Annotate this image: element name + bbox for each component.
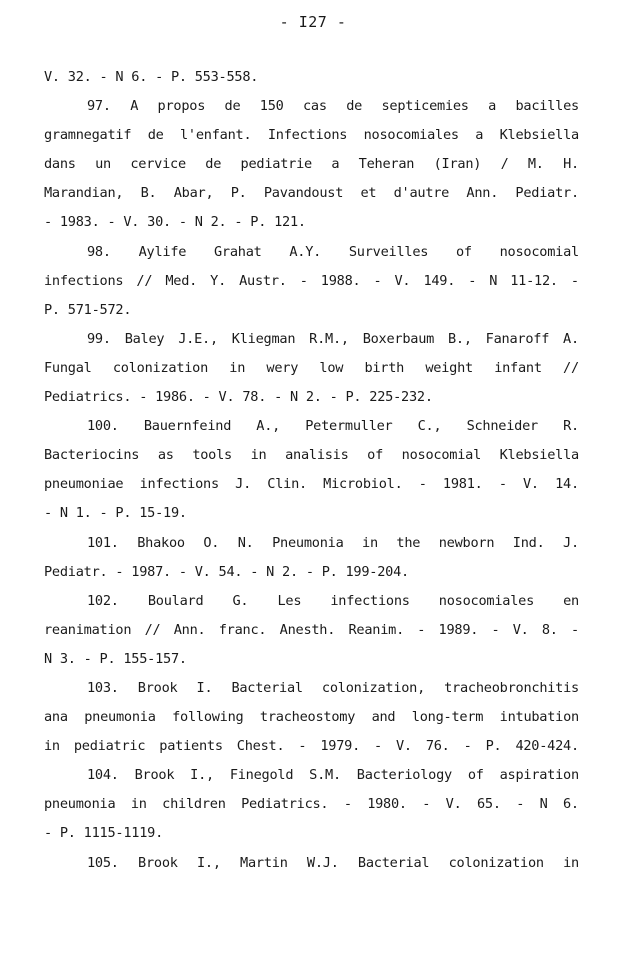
word: cas	[303, 98, 327, 115]
text-line: - P. 1115-1119.	[44, 825, 164, 842]
word: -	[468, 272, 477, 289]
word: V.	[445, 796, 462, 813]
word: Pediatr.	[515, 185, 579, 202]
word: Boxerbaum	[362, 330, 435, 347]
word: Kliegman	[231, 330, 296, 347]
word: 1979.	[320, 738, 360, 755]
word: pneumonia	[84, 709, 156, 726]
word: A	[130, 98, 139, 115]
word: 65.	[476, 796, 501, 813]
text-line	[44, 533, 579, 562]
word: Pavandoust	[263, 185, 344, 202]
word: Bacteriology	[356, 767, 452, 784]
text-line	[44, 853, 579, 882]
word: -	[298, 738, 307, 755]
word: 76.	[425, 738, 450, 755]
word: Aylife	[138, 243, 187, 260]
word: -	[463, 738, 472, 755]
word: 149.	[423, 272, 456, 289]
word: V.	[395, 738, 412, 755]
word: Fanaroff	[485, 330, 550, 347]
word: de	[224, 98, 241, 115]
word: Reanim.	[348, 621, 405, 638]
word: newborn	[438, 534, 495, 551]
word: low	[319, 359, 344, 376]
word: Klebsiella	[499, 447, 579, 464]
word: Y.	[210, 272, 227, 289]
word: 99.	[87, 330, 111, 347]
word: N	[489, 272, 498, 289]
word: de	[205, 156, 222, 173]
word: children	[162, 796, 226, 813]
word: S.M.	[309, 767, 341, 784]
word: bacilles	[515, 98, 579, 115]
word: colonization	[448, 854, 544, 871]
word: de	[346, 98, 363, 115]
word: -	[418, 476, 427, 493]
word: Ind.	[512, 534, 545, 551]
word: in	[229, 359, 246, 376]
text-line: Pediatr. - 1987. - V. 54. - N 2. - P. 199-204.	[44, 563, 409, 580]
word: tools	[192, 447, 232, 464]
word: H.	[563, 156, 579, 173]
word: as	[157, 447, 174, 464]
word: 1988.	[320, 272, 361, 289]
word: 100.	[87, 418, 119, 435]
text-line: - N 1. - P. 15-19.	[44, 505, 187, 522]
word: -	[374, 738, 382, 755]
text-line	[44, 358, 579, 387]
word: Marandian,	[44, 185, 124, 202]
word: -	[299, 272, 308, 289]
word: cervice	[130, 156, 186, 173]
word: following	[172, 709, 244, 726]
text-line	[44, 329, 579, 358]
word: 98.	[87, 243, 111, 260]
word: infections	[139, 476, 219, 493]
word: 103.	[87, 679, 119, 696]
word: Ann.	[466, 185, 499, 202]
word: nosocomiales	[363, 127, 459, 144]
text-line: Pediatrics. - 1986. - V. 78. - N 2. - P. 225-232.	[44, 389, 433, 406]
word: nosocomiales	[438, 592, 535, 609]
word: 11-12.	[510, 272, 558, 289]
word: Brook	[138, 854, 178, 871]
word: Martin	[240, 854, 288, 871]
word: 97.	[87, 98, 111, 115]
word: nosocomial	[401, 447, 481, 464]
word: long-term	[411, 709, 484, 726]
word: O.	[203, 534, 220, 551]
word: dans	[44, 156, 76, 173]
word: Fungal	[44, 359, 92, 376]
word: N.	[237, 534, 254, 551]
word: Med.	[165, 272, 198, 289]
word: Brook	[137, 679, 178, 696]
word: Bacterial	[357, 854, 430, 871]
word: tracheobronchitis	[444, 679, 579, 696]
text-line	[44, 242, 579, 271]
word: M.	[527, 156, 544, 173]
reference-list	[44, 67, 579, 882]
word: propos	[157, 98, 206, 115]
word: wery	[266, 359, 299, 376]
word: V.	[394, 272, 411, 289]
text-line	[44, 620, 579, 649]
word: infant	[494, 359, 542, 376]
word: pneumonia	[44, 796, 116, 813]
word: d'autre	[393, 185, 450, 202]
text-line: - 1983. - V. 30. - N 2. - P. 121.	[44, 214, 306, 231]
word: Abar,	[173, 185, 214, 202]
word: of	[455, 243, 472, 260]
word: aspiration	[499, 767, 579, 784]
word: Microbiol.	[323, 476, 403, 493]
word: 1980.	[367, 796, 407, 813]
word: Clin.	[267, 476, 307, 493]
word: 14.	[555, 476, 579, 493]
word: in	[130, 796, 147, 813]
word: septicemies	[381, 98, 469, 115]
word: -	[491, 621, 500, 638]
word: Baley	[124, 330, 165, 347]
word: Teheran	[358, 156, 415, 173]
text-line	[44, 183, 579, 212]
word: in	[563, 854, 579, 871]
word: en	[563, 592, 579, 609]
text-line	[44, 765, 579, 794]
word: the	[396, 534, 421, 551]
text-line	[44, 445, 579, 474]
page-number: - I27 -	[279, 13, 347, 31]
word: Anesth.	[279, 621, 336, 638]
word: infections	[330, 592, 410, 609]
word: -	[571, 621, 579, 638]
word: 105.	[87, 854, 119, 871]
word: Petermuller	[305, 418, 393, 435]
text-line	[44, 794, 579, 823]
word: Bauernfeind	[143, 418, 232, 435]
word: pediatrie	[240, 156, 312, 173]
word: a	[475, 127, 484, 144]
text-line	[44, 416, 579, 445]
word: Klebsiella	[499, 127, 579, 144]
word: a	[488, 98, 497, 115]
word: tracheostomy	[259, 709, 356, 726]
word: 6.	[562, 796, 579, 813]
word: Surveilles	[348, 243, 429, 260]
word: J.	[235, 476, 252, 493]
word: Brook	[134, 767, 175, 784]
word: patients	[159, 738, 223, 755]
word: V.	[523, 476, 539, 493]
word: //	[563, 359, 579, 376]
word: J.E.,	[178, 330, 218, 347]
word: Chest.	[236, 738, 285, 755]
word: P.	[485, 738, 502, 755]
word: 101.	[87, 534, 119, 551]
word: /	[500, 156, 509, 173]
word: weight	[425, 359, 473, 376]
word: I.,	[190, 767, 214, 784]
word: intubation	[499, 709, 579, 726]
word: -	[422, 796, 431, 813]
text-line	[44, 707, 579, 736]
word: Infections	[267, 127, 348, 144]
word: l'enfant.	[180, 127, 252, 144]
text-line: P. 571-572.	[44, 301, 132, 318]
word: a	[331, 156, 340, 173]
word: G.	[232, 592, 249, 609]
word: 150	[259, 98, 284, 115]
word: -	[516, 796, 525, 813]
word: infections	[44, 272, 124, 289]
word: ana	[44, 709, 68, 726]
word: pneumoniae	[44, 476, 124, 493]
word: Pediatrics.	[241, 796, 329, 813]
text-line	[44, 154, 579, 183]
text-line: N 3. - P. 155-157.	[44, 650, 187, 667]
word: un	[95, 156, 111, 173]
text-line: V. 32. - N 6. - P. 553-558.	[44, 69, 259, 85]
word: pediatric	[73, 738, 146, 755]
word: -	[343, 796, 352, 813]
text-line	[44, 271, 579, 300]
word: Boulard	[147, 592, 204, 609]
word: A.Y.	[289, 243, 322, 260]
word: de	[147, 127, 164, 144]
word: Bhakoo	[137, 534, 185, 551]
word: -	[417, 621, 426, 638]
word: Grahat	[213, 243, 262, 260]
word: B.,	[447, 330, 472, 347]
word: -	[570, 272, 579, 289]
word: J.	[563, 534, 579, 551]
word: //	[144, 621, 161, 638]
word: A.	[563, 330, 579, 347]
word: Austr.	[239, 272, 287, 289]
text-line	[44, 96, 579, 125]
word: Schneider	[466, 418, 538, 435]
word: C.,	[417, 418, 442, 435]
word: B.	[140, 185, 157, 202]
word: colonization,	[321, 679, 426, 696]
word: Pneumonia	[272, 534, 344, 551]
word: W.J.	[306, 854, 339, 871]
word: I.,	[196, 854, 221, 871]
word: (Iran)	[433, 156, 482, 173]
text-line	[44, 736, 579, 765]
word: in	[362, 534, 378, 551]
word: I.	[196, 679, 213, 696]
word: franc.	[218, 621, 267, 638]
word: reanimation	[44, 621, 132, 638]
word: and	[371, 709, 396, 726]
word: nosocomial	[499, 243, 579, 260]
word: of	[367, 447, 384, 464]
word: A.,	[256, 418, 281, 435]
word: P.	[230, 185, 247, 202]
word: in	[44, 738, 60, 755]
word: birth	[364, 359, 405, 376]
word: 1981.	[442, 476, 483, 493]
word: Bacteriocins	[44, 447, 140, 464]
word: -	[498, 476, 507, 493]
word: V.	[512, 621, 529, 638]
word: gramnegatif	[44, 127, 132, 144]
text-line	[44, 474, 579, 503]
text-line	[44, 678, 579, 707]
word: 1989.	[438, 621, 479, 638]
text-line	[44, 125, 579, 154]
word: Finegold	[229, 767, 294, 784]
word: colonization	[112, 359, 209, 376]
word: R.M.,	[309, 330, 349, 347]
word: -	[373, 272, 382, 289]
word: Bacterial	[231, 679, 303, 696]
word: R.	[563, 418, 579, 435]
word: et	[360, 185, 377, 202]
word: 8.	[541, 621, 558, 638]
word: of	[467, 767, 484, 784]
word: N	[539, 796, 548, 813]
word: Les	[277, 592, 302, 609]
word: in	[250, 447, 267, 464]
word: 104.	[87, 767, 119, 784]
word: 420-424.	[515, 738, 579, 755]
word: //	[136, 272, 153, 289]
word: analisis	[285, 447, 349, 464]
word: Ann.	[173, 621, 206, 638]
text-line	[44, 591, 579, 620]
word: 102.	[87, 592, 119, 609]
